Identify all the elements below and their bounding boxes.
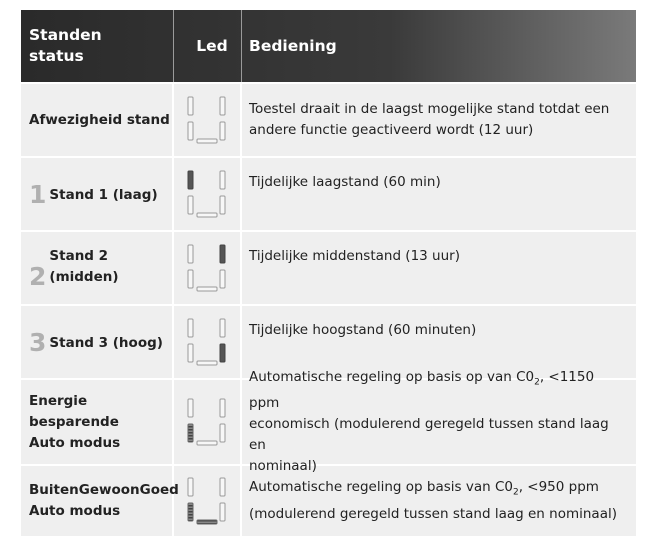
led-top-right [220, 171, 225, 189]
header-col1-line1: Standen [29, 26, 102, 44]
row-status-cell [21, 158, 174, 230]
status-name: Energie besparende [29, 392, 119, 430]
row-description [242, 466, 636, 536]
header-standen-status [21, 10, 174, 82]
led-top-right [220, 319, 225, 337]
led-bottom-right [220, 424, 225, 442]
status-name: BuitenGewoonGoed [29, 482, 179, 498]
led-indicator-icon [179, 472, 235, 530]
led-indicator-icon [179, 91, 235, 149]
desc-line: nominaal) [249, 458, 317, 475]
row-description [242, 232, 636, 304]
header-bediening: Bediening [249, 36, 337, 55]
led-bottom-left [188, 122, 193, 140]
led-bottom-right [220, 344, 225, 362]
row-status-cell [21, 380, 174, 464]
led-cell [174, 158, 242, 230]
led-top-right [220, 399, 225, 417]
led-bottom-bar [197, 287, 217, 291]
table-row [21, 156, 636, 230]
row-description [242, 368, 636, 475]
desc-line: Automatische regeling op basis op van $C0_2$, <1150 ppm [249, 368, 595, 412]
stand-number: 2 [29, 262, 47, 291]
table-row [21, 230, 636, 304]
led-cell [174, 380, 242, 464]
status-name: Stand 1 (laag) [49, 186, 158, 203]
led-bottom-left [188, 424, 193, 442]
led-cell [174, 466, 242, 536]
header-led: Led [174, 10, 242, 82]
row-status-cell [21, 232, 174, 304]
led-top-left [188, 399, 193, 417]
led-indicator-icon [179, 239, 235, 297]
table-row [21, 464, 636, 536]
table-header [21, 10, 636, 82]
led-bottom-left [188, 270, 193, 288]
desc-line: economisch (modulerend geregeld tussen stand laag en [249, 416, 609, 454]
desc-line: Automatische regeling op basis van $C0_2$, <950 ppm [249, 479, 599, 498]
status-name: Stand 2 (midden) [49, 248, 119, 285]
status-table [21, 10, 636, 536]
desc-line: Tijdelijke middenstand (13 uur) [249, 248, 460, 264]
led-indicator-icon [179, 165, 235, 223]
desc-line: Tijdelijke laagstand (60 min) [249, 174, 441, 190]
led-bottom-right [220, 270, 225, 288]
led-bottom-right [220, 196, 225, 214]
desc-line: Tijdelijke hoogstand (60 minuten) [249, 322, 477, 338]
row-description [242, 84, 636, 156]
table-row [21, 82, 636, 156]
led-top-left [188, 245, 193, 263]
stand-number: 3 [29, 327, 47, 357]
header-col1-line2: status [29, 47, 84, 65]
led-cell [174, 306, 242, 378]
led-bottom-bar [197, 520, 217, 524]
led-bottom-bar [197, 441, 217, 445]
led-indicator-icon [179, 393, 235, 451]
led-top-left [188, 97, 193, 115]
led-top-left [188, 319, 193, 337]
led-top-left [188, 478, 193, 496]
led-top-right [220, 97, 225, 115]
led-top-right [220, 245, 225, 263]
status-name: Afwezigheid stand [29, 111, 170, 128]
led-bottom-bar [197, 213, 217, 217]
led-cell [174, 232, 242, 304]
status-name: Stand 3 (hoog) [49, 334, 163, 351]
led-bottom-bar [197, 361, 217, 365]
desc-line: (modulerend geregeld tussen stand laag en nominaal) [249, 505, 617, 522]
led-bottom-right [220, 503, 225, 521]
led-bottom-left [188, 503, 193, 521]
led-bottom-right [220, 122, 225, 140]
row-status-cell [21, 306, 174, 378]
led-bottom-left [188, 344, 193, 362]
led-indicator-icon [179, 313, 235, 371]
desc-line: Toestel draait in de laagst mogelijke stand totdat een [249, 101, 610, 117]
led-cell [174, 84, 242, 156]
led-bottom-bar [197, 139, 217, 143]
status-name-line2: Auto modus [29, 503, 121, 519]
table-row [21, 368, 636, 475]
led-bottom-left [188, 196, 193, 214]
led-top-right [220, 478, 225, 496]
status-name-line2: Auto modus [29, 434, 121, 451]
led-top-left [188, 171, 193, 189]
row-status-cell [21, 466, 179, 536]
desc-line: andere functie geactiveerd wordt (12 uur) [249, 122, 534, 138]
stand-number: 1 [29, 179, 47, 209]
row-status-cell [21, 84, 174, 156]
row-description [242, 158, 636, 230]
